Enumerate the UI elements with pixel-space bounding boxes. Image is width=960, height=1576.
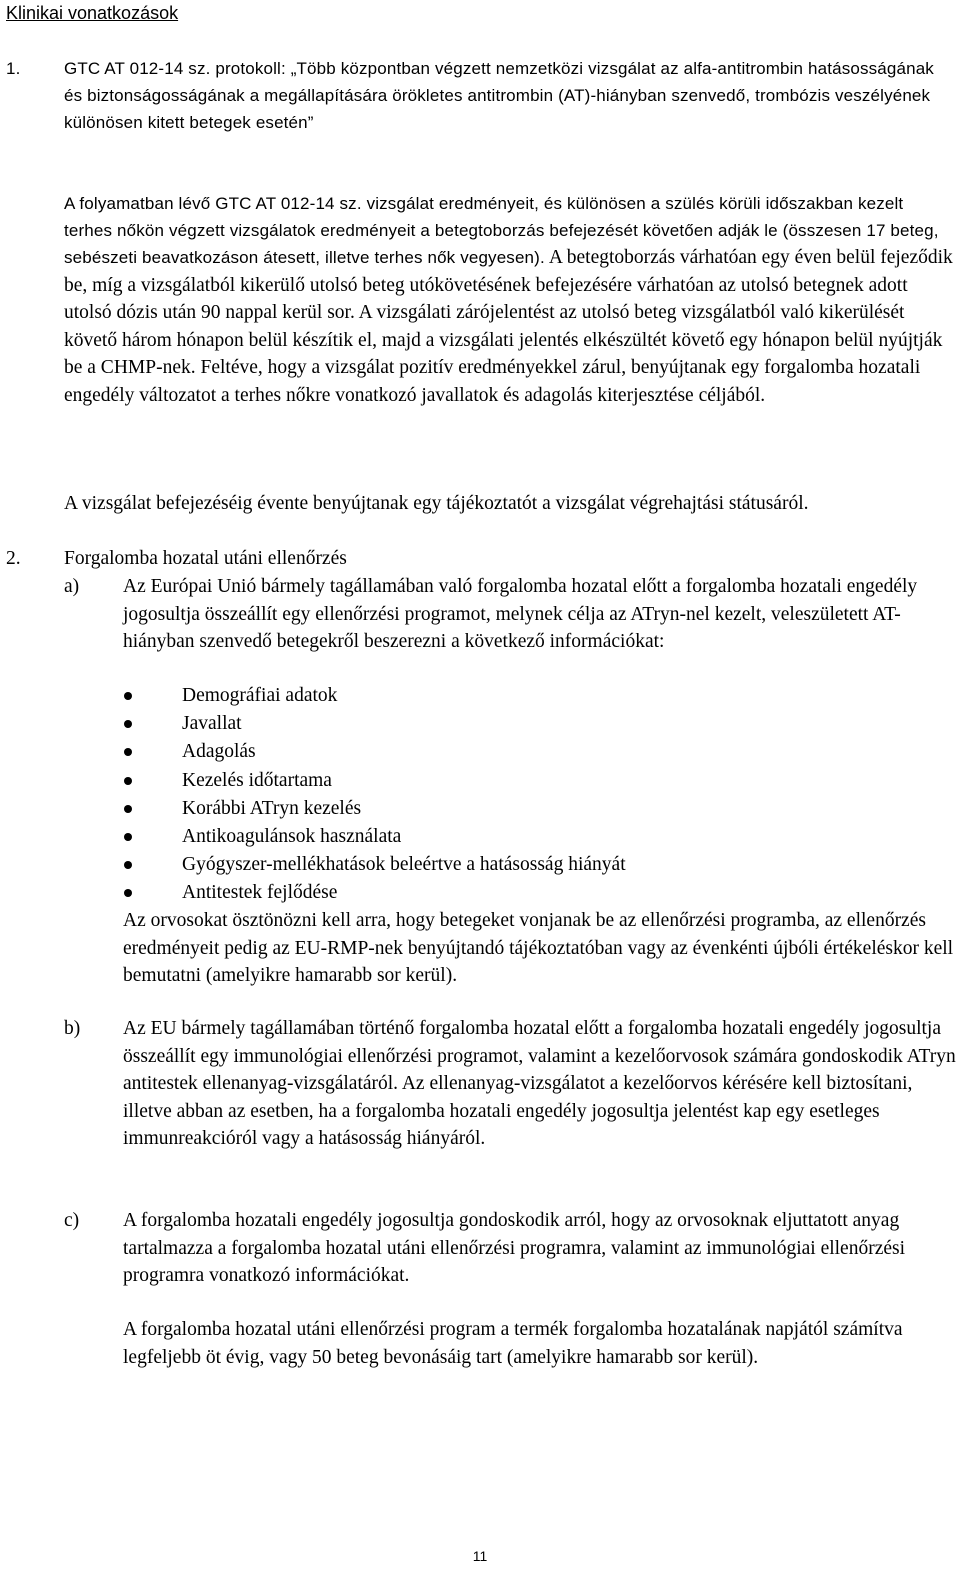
section-2-number: 2.	[6, 548, 21, 569]
list-item: Kezelés időtartama	[123, 767, 626, 795]
section-1-number: 1.	[6, 59, 21, 78]
list-item: Antitestek fejlődése	[123, 879, 626, 907]
list-item: Adagolás	[123, 738, 626, 766]
page-number: 11	[472, 1548, 488, 1564]
bullet-icon	[124, 748, 132, 756]
section-1-paragraph-1-sans: A folyamatban lévő GTC AT 012-14 sz. vizsgálat eredményeit, és különösen a szülés körüli időszakban kezelt terhes nőkön végzett vizsgálatok eredményeit a betegtoborzás befejezését követően adják le (összesen 17 beteg, sebészeti beavatkozáson átesett, illetve terhes nők vegyesen).	[64, 194, 939, 267]
item-a-intro: Az Európai Unió bármely tagállamában való forgalomba hozatal előtt a forgalomba hozatali engedély jogosultja összeállít egy ellenőrzési programot, melynek célja az ATryn-nel kezelt, veleszületett AT-hiányban szenvedő betegekről beszerezni a következő információkat:	[123, 576, 918, 652]
bullet-icon	[124, 861, 132, 869]
item-a-label: a)	[64, 576, 80, 597]
bullet-icon	[124, 889, 132, 897]
section-1-paragraph-1	[64, 190, 956, 409]
list-item: Antikoagulánsok használata	[123, 823, 626, 851]
bullet-icon	[124, 692, 132, 700]
list-item: Korábbi ATryn kezelés	[123, 795, 626, 823]
item-a-bullet-list	[123, 682, 626, 908]
item-b-text: Az EU bármely tagállamában történő forgalomba hozatal előtt a forgalomba hozatali engedély jogosultja összeállít egy immunológiai ellenőrzési programot, valamint a kezelőorvosok számára gondoskodik ATryn antitestek ellenanyag-vizsgálatáról. Az ellenanyag-vizsgálatot a kezelőorvos kérésére kell biztosítani, illetve abban az esetben, ha a forgalomba hozatali engedély jogosultja jelentést kap egy esetleges immunreakcióról vagy a hatásosság hiányáról.	[123, 1018, 956, 1149]
bullet-icon	[124, 720, 132, 728]
list-item: Javallat	[123, 710, 626, 738]
item-a-outro: Az orvosokat ösztönözni kell arra, hogy betegeket vonjanak be az ellenőrzési programba, az ellenőrzés eredményeit pedig az EU-RMP-nek benyújtandó tájékoztatóban vagy az évenkénti újbóli értékeléskor kell bemutatni (amelyikre hamarabb sor kerül).	[123, 910, 954, 986]
section-heading: Klinikai vonatkozások	[6, 3, 179, 23]
list-item: Demográfiai adatok	[123, 682, 626, 710]
section-2-title: Forgalomba hozatal utáni ellenőrzés	[64, 548, 347, 569]
item-b-label: b)	[64, 1018, 81, 1039]
item-c-label: c)	[64, 1210, 80, 1231]
item-c-closing: A forgalomba hozatal utáni ellenőrzési program a termék forgalomba hozatalának napjától számítva legfeljebb öt évig, vagy 50 beteg bevonásáig tart (amelyikre hamarabb sor kerül).	[123, 1319, 903, 1368]
section-1-paragraph-2: A vizsgálat befejezéséig évente benyújtanak egy tájékoztatót a vizsgálat végrehajtási státusáról.	[64, 493, 809, 514]
section-1-title: GTC AT 012-14 sz. protokoll: „Több központban végzett nemzetközi vizsgálat az alfa-antitrombin hatásosságának és biztonságosságának a megállapítására örökletes antitrombin (AT)-hiányban szenvedő, trombózis veszélyének különösen kitett betegek esetén”	[64, 59, 934, 132]
bullet-icon	[124, 805, 132, 813]
list-item: Gyógyszer-mellékhatások beleértve a hatásosság hiányát	[123, 851, 626, 879]
section-1-paragraph-1-serif: A betegtoborzás várhatóan egy éven belül fejeződik be, míg a vizsgálatból kikerülő utolsó beteg utókövetésének befejezésére várhatóan az utolsó betegnek adott utolsó dózis után 90 nappal kerül sor. A vizsgálati zárójelentést az utolsó beteg vizsgálatból való kikerülését követő három hónapon belül készítik el, majd a vizsgálati jelentés elkészültét követő egy hónapon belül nyújtják be a CHMP-nek. Feltéve, hogy a vizsgálat pozitív eredményekkel zárul, benyújtanak egy forgalomba hozatali engedély változatot a terhes nőkre vonatkozó javallatok és adagolás kiterjesztése céljából.	[64, 247, 953, 406]
bullet-icon	[124, 777, 132, 785]
item-c-text: A forgalomba hozatali engedély jogosultja gondoskodik arról, hogy az orvosoknak eljuttatott anyag tartalmazza a forgalomba hozatal utáni ellenőrzési programra, valamint az immunológiai ellenőrzési programra vonatkozó információkat.	[123, 1210, 906, 1286]
bullet-icon	[124, 833, 132, 841]
